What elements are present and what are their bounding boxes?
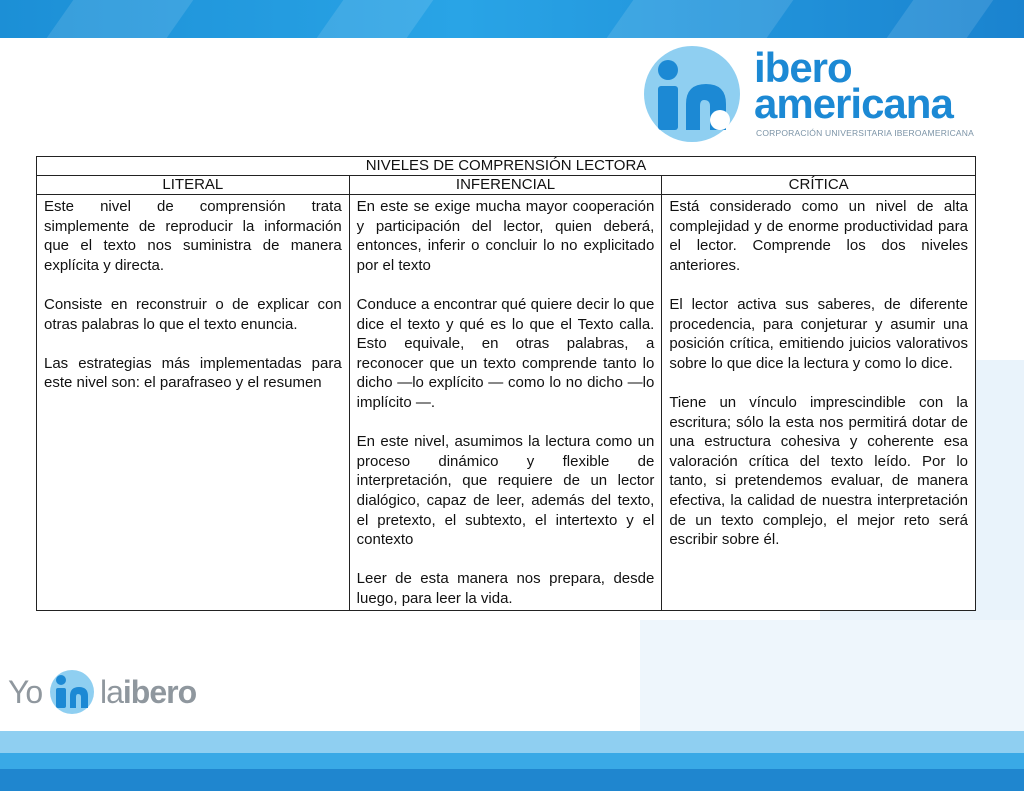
- footer-logo-left-text: Yo: [8, 674, 43, 710]
- inferencial-cell: [349, 195, 662, 611]
- inferencial-paragraph: Conduce a encontrar qué quiere decir lo que dice el texto y qué es lo que el Texto calla. Esto equivale, en otras palabras, a reconocer que un texto comprende tanto lo dicho —lo explícito — como lo no dicho —lo implícito —.: [356, 295, 655, 411]
- critica-paragraph: Tiene un vínculo imprescindible con la escritura; sólo la esta nos permitirá dotar de una estructura cohesiva y coherente esa valoración crítica del texto leído. Por lo tanto, si pretendemos evaluar, de manera efectiva, la calidad de nuestra interpretación de un texto complejo, el mejor reto será escribir sobre él.: [669, 393, 968, 549]
- literal-paragraph: Este nivel de comprensión trata simplemente de reproducir la información que el texto nos suministra de manera explícita y directa.: [44, 198, 342, 274]
- literal-paragraph: Consiste en reconstruir o de explicar con otras palabras lo que el texto enuncia.: [44, 295, 342, 333]
- logo-word-americana: americana: [754, 80, 953, 127]
- yo-soy-la-ibero-logo: [8, 668, 208, 718]
- inferencial-paragraph: En este se exige mucha mayor cooperación y participación del lector, quien deberá, entonces, inferir o concluir lo no explicitado por el texto: [356, 198, 655, 274]
- table-title: NIVELES DE COMPRENSIÓN LECTORA: [37, 157, 976, 176]
- literal-paragraph: Las estrategias más implementadas para este nivel son: el parafraseo y el resumen: [44, 354, 342, 392]
- critica-paragraph: El lector activa sus saberes, de diferente procedencia, para conjeturar y asumir una posición crítica, emitiendo juicios valorativos sobre lo que dice la lectura y como lo dice.: [669, 295, 968, 372]
- column-header-literal: LITERAL: [37, 176, 350, 195]
- ia-monogram-icon: [48, 668, 96, 716]
- critica-paragraph: Está considerado como un nivel de alta complejidad y de enorme productividad para el lector. Comprende los dos niveles anteriores.: [669, 198, 968, 274]
- inferencial-paragraph: En este nivel, asumimos la lectura como un proceso dinámico y flexible de interpretación, que requiere de un lector dialógico, capaz de leer, además del texto, el pretexto, el subtexto, el intertexto y el contexto: [356, 433, 655, 549]
- column-header-inferencial: INFERENCIAL: [349, 176, 662, 195]
- logo-word-ibero: ibero: [754, 44, 852, 91]
- table-header-row: [37, 176, 976, 195]
- iberoamericana-logo: [640, 44, 1020, 149]
- critica-cell: [662, 195, 976, 611]
- bottom-band: [0, 769, 1024, 791]
- footer-logo-bold: ibero: [122, 674, 197, 710]
- background-shape: [640, 620, 1024, 731]
- literal-cell: [37, 195, 350, 611]
- inferencial-paragraph: Leer de esta manera nos prepara, desde luego, para leer la vida.: [356, 570, 655, 607]
- column-header-critica: CRÍTICA: [662, 176, 976, 195]
- table-title-row: [37, 157, 976, 176]
- bottom-band: [0, 731, 1024, 753]
- table-row: [37, 195, 976, 611]
- footer-logo-prefix: la: [100, 674, 123, 710]
- reading-comprehension-table: [36, 156, 976, 611]
- logo-subtitle: CORPORACIÓN UNIVERSITARIA IBEROAMERICANA: [756, 128, 975, 138]
- footer-logo-right-text: [100, 674, 196, 711]
- top-banner: [0, 0, 1024, 38]
- ia-monogram-icon: [640, 44, 746, 144]
- bottom-band: [0, 753, 1024, 769]
